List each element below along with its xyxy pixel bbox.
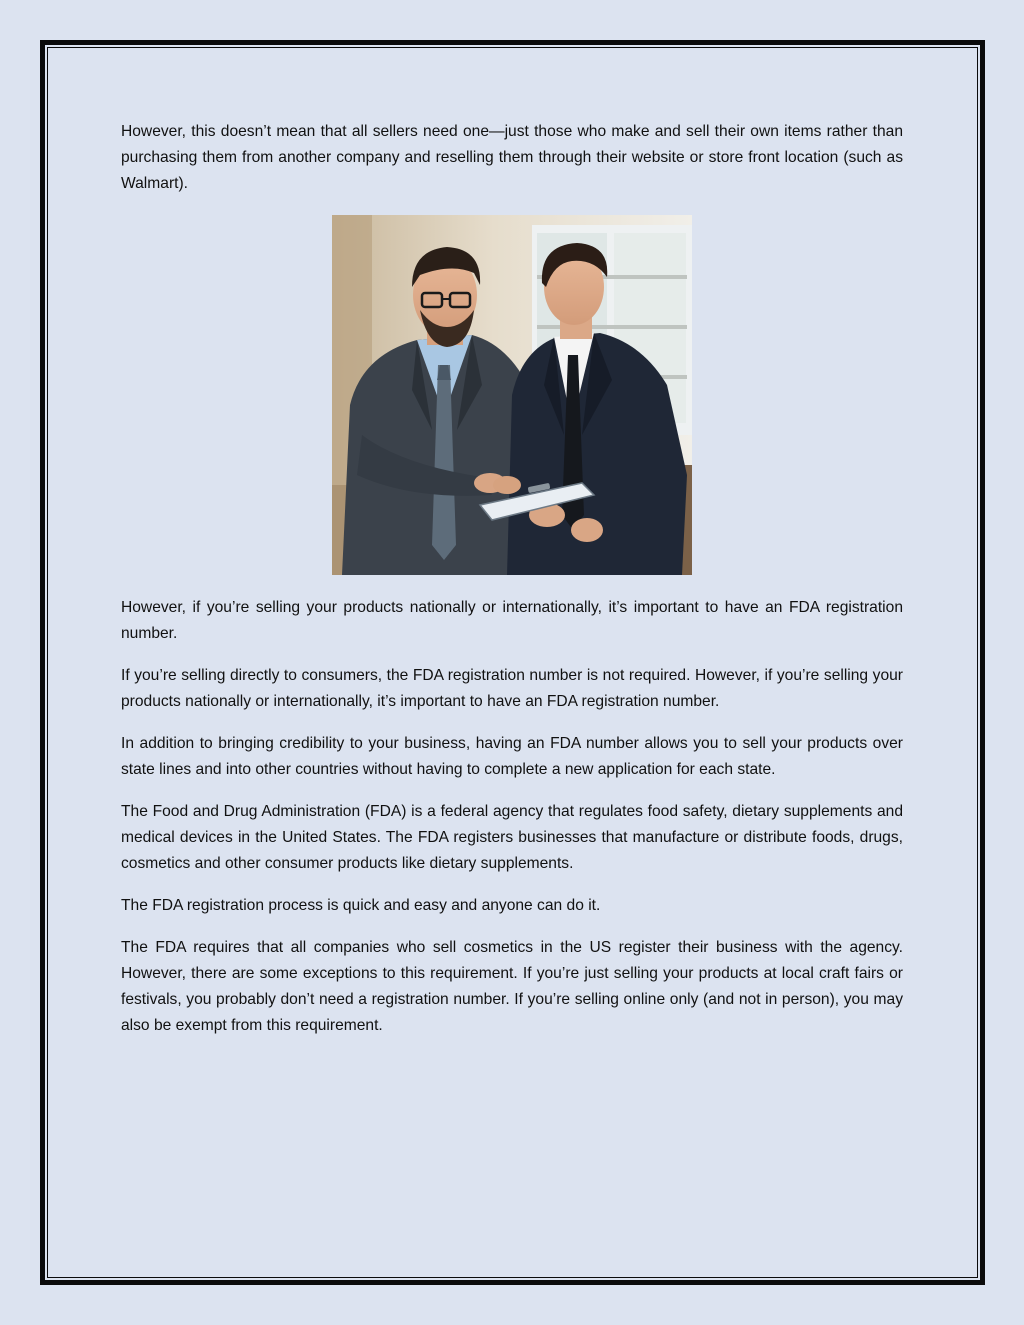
document-body (121, 119, 903, 1055)
paragraph-4: In addition to bringing credibility to your business, having an FDA number allows you to sell your products over state lines and into other countries without having to complete a new application for each state. (121, 735, 903, 778)
paragraph-3: If you’re selling directly to consumers, the FDA registration number is not required. However, if you’re selling your products nationally or internationally, it’s important to have an FDA registration number. (121, 667, 903, 710)
paragraph-1: However, this doesn’t mean that all sellers need one—just those who make and sell their own items rather than purchasing them from another company and reselling them through their website or store front location (such as Walmart). (121, 123, 903, 192)
paragraph-5: The Food and Drug Administration (FDA) is a federal agency that regulates food safety, dietary supplements and medical devices in the United States. The FDA registers businesses that manufacture or distribute foods, drugs, cosmetics and other consumer products like dietary supplements. (121, 803, 903, 872)
paragraph-7: The FDA requires that all companies who sell cosmetics in the US register their business with the agency. However, there are some exceptions to this requirement. If you’re just selling your products at local craft fairs or festivals, you probably don’t need a registration number. If you’re selling online only (and not in person), you may also be exempt from this requirement. (121, 939, 903, 1034)
business-photo (332, 215, 692, 575)
paragraph-2: However, if you’re selling your products nationally or internationally, it’s important to have an FDA registration number. (121, 599, 903, 642)
paragraph-6: The FDA registration process is quick and easy and anyone can do it. (121, 897, 601, 914)
